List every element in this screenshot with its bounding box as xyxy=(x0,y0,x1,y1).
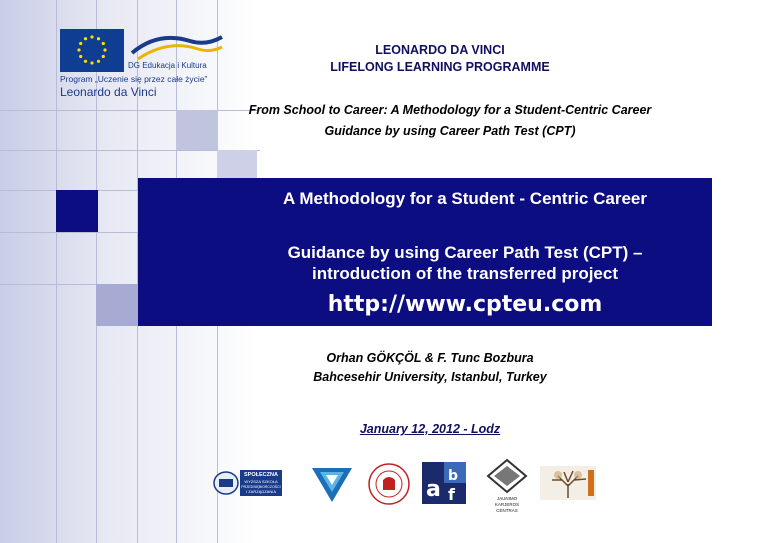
abf-logo xyxy=(422,462,466,504)
svg-text:b: b xyxy=(448,468,459,484)
tree-logo xyxy=(540,466,596,500)
leonardo-swoosh-icon xyxy=(128,29,226,65)
grid-line xyxy=(56,0,57,543)
subtitle xyxy=(160,100,740,142)
event-date: January 12, 2012 - Lodz xyxy=(359,422,501,436)
decor-square xyxy=(56,190,98,232)
spoleczna-line: SPOŁECZNA xyxy=(244,472,278,478)
banner-title-line: Guidance by using Career Path Test (CPT) – xyxy=(287,243,643,262)
svg-text:a: a xyxy=(426,477,441,502)
banner-title-line: introduction of the transferred project xyxy=(311,264,619,283)
subtitle-line: Guidance by using Career Path Test (CPT) xyxy=(324,124,576,138)
banner-title-block xyxy=(215,242,715,284)
subtitle-line: From School to Career: A Methodology for a Student-Centric Career xyxy=(248,103,652,117)
jaunimo-line: KARJEROS xyxy=(494,502,520,507)
author-names: Orhan GÖKÇÖL & F. Tunc Bozbura xyxy=(326,351,534,365)
jaunimo-line: CENTRAS xyxy=(496,508,518,513)
programme-header xyxy=(300,42,580,76)
author-affiliation: Bahcesehir University, Istanbul, Turkey xyxy=(313,370,547,384)
authors xyxy=(180,349,680,387)
jaunimo-line: JAUNIMO xyxy=(496,496,518,501)
project-url-link[interactable]: http://www.cpteu.com xyxy=(327,292,603,317)
jaunimo-logo xyxy=(484,458,530,516)
ministry-seal-logo xyxy=(366,462,412,506)
header-line: LEONARDO DA VINCI xyxy=(375,43,505,57)
spoleczna-line: WYŻSZA SZKOŁA xyxy=(244,479,278,484)
header-line: LIFELONG LEARNING PROGRAMME xyxy=(330,60,550,74)
spoleczna-line: PRZEDSIĘBIORCZOŚCI xyxy=(241,485,281,489)
svg-text:f: f xyxy=(448,485,455,504)
spoleczna-line: I ZARZĄDZANIA xyxy=(245,489,277,494)
leonardo-label: Leonardo da Vinci xyxy=(60,85,157,99)
program-label: Program „Uczenie się przez całe życie” xyxy=(60,74,208,84)
banner-title-line: A Methodology for a Student - Centric Career xyxy=(283,189,647,208)
decor-square xyxy=(96,284,138,326)
dg-label: DG Edukacja i Kultura xyxy=(128,61,207,70)
triangle-logo xyxy=(310,462,354,504)
eu-flag-icon xyxy=(60,29,124,72)
spoleczna-logo xyxy=(212,466,284,500)
